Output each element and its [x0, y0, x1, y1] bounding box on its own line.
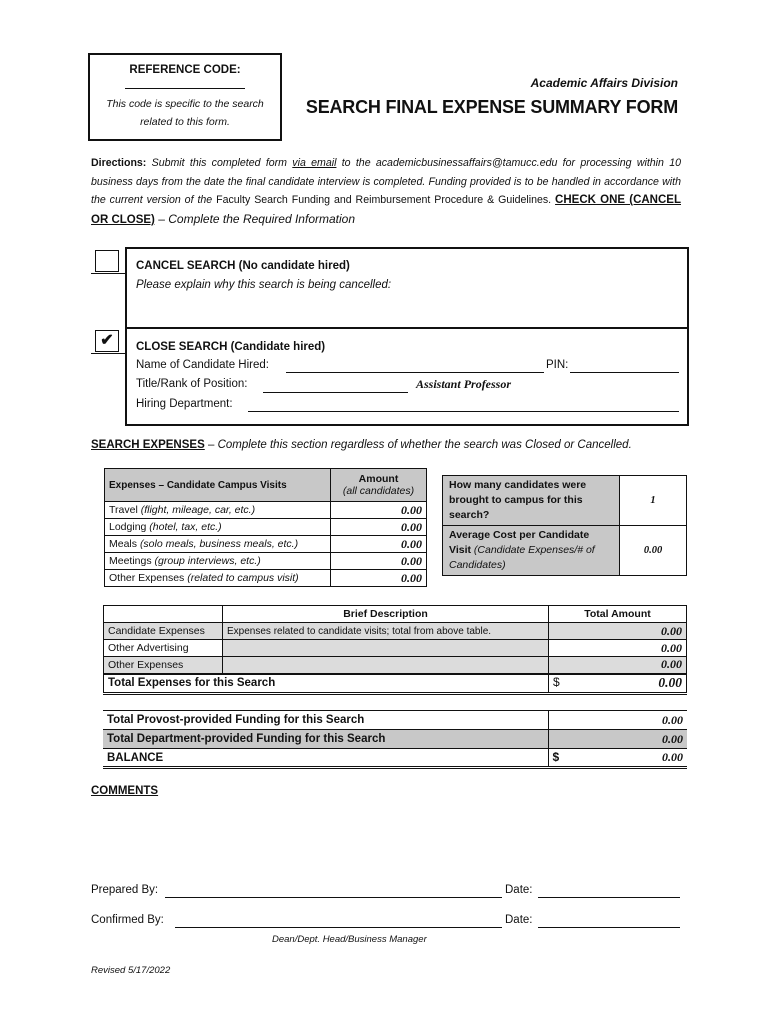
meetings-amount[interactable]: 0.00 [331, 553, 427, 570]
directions-dash: – [154, 211, 169, 226]
other-expenses-amount[interactable]: 0.00 [331, 570, 427, 587]
amount-header-line2: (all candidates) [342, 485, 415, 497]
check-one-instruction: CHECK ONE (CANCEL OR CLOSE) [91, 194, 681, 226]
cancel-reason-field[interactable] [136, 297, 684, 323]
meals-amount[interactable]: 0.00 [331, 536, 427, 553]
required-info-text: Complete the Required Information [168, 211, 356, 226]
division-name: Academic Affairs Division [530, 76, 678, 90]
confirmed-date-label: Date: [505, 914, 533, 926]
visits-col-header: Expenses – Candidate Campus Visits [105, 469, 331, 502]
hiring-department-field[interactable] [248, 400, 679, 412]
candidate-name-label: Name of Candidate Hired: [136, 359, 269, 371]
balance-value: 0.00 [662, 750, 683, 764]
prepared-date-field[interactable] [538, 886, 680, 898]
lodging-amount[interactable]: 0.00 [331, 519, 427, 536]
confirmed-by-label: Confirmed By: [91, 914, 164, 926]
summary-header-blank [104, 606, 223, 623]
pin-field[interactable] [570, 361, 679, 373]
reference-code-note [90, 95, 280, 131]
via-email-text: via email [292, 157, 337, 169]
table-row [104, 640, 687, 657]
row-label: Meetings [109, 555, 155, 567]
amount-col-header [331, 469, 427, 502]
position-title-value: Assistant Professor [416, 377, 512, 391]
row-detail: (hotel, tax, etc.) [149, 521, 222, 533]
avg-cost-label: Average Cost per Candidate Visit [449, 529, 590, 556]
reference-code-box [88, 53, 282, 141]
search-expenses-dash: – [204, 439, 218, 451]
hiring-department-label: Hiring Department: [136, 398, 233, 410]
candidates-table [442, 475, 687, 576]
directions-text-1: Submit this completed form [146, 157, 293, 169]
table-row [104, 657, 687, 674]
department-funding-label: Total Department-provided Funding for this Search [103, 730, 548, 749]
status-divider [125, 327, 689, 329]
cancel-checkbox-underline [91, 273, 125, 274]
pin-label: PIN: [546, 359, 569, 371]
form-title: SEARCH FINAL EXPENSE SUMMARY FORM [305, 97, 678, 117]
directions-procedure-ref: Faculty Search Funding and Reimbursement Procedure & Guidelines. [216, 194, 556, 206]
funding-table [103, 710, 687, 769]
table-row [105, 519, 427, 536]
currency-symbol: $ [553, 675, 560, 690]
row-label: Candidate Expenses [104, 623, 223, 640]
confirmed-by-caption: Dean/Dept. Head/Business Manager [272, 934, 427, 945]
row-description[interactable]: Expenses related to candidate visits; total from above table. [223, 623, 549, 640]
directions-paragraph [91, 154, 681, 229]
travel-amount[interactable]: 0.00 [331, 502, 427, 519]
search-expenses-instruction: Complete this section regardless of whether the search was Closed or Cancelled. [217, 439, 632, 451]
expense-summary-table [103, 605, 687, 695]
cancel-search-checkbox[interactable] [95, 250, 119, 272]
row-label: Meals [109, 538, 140, 550]
avg-cost-detail: (Candidate Expenses/# of Candidates) [449, 544, 595, 571]
position-title-field[interactable] [263, 381, 408, 393]
close-checkbox-underline [91, 353, 125, 354]
other-advertising-total[interactable]: 0.00 [549, 640, 687, 657]
provost-funding-label: Total Provost-provided Funding for this Search [103, 711, 548, 730]
revised-date: Revised 5/17/2022 [91, 965, 171, 976]
reference-note-line1: This code is specific to the search [106, 98, 264, 110]
table-row [105, 553, 427, 570]
avg-cost-value[interactable]: 0.00 [620, 526, 687, 576]
total-expenses-value: 0.00 [658, 675, 682, 691]
row-label: Other Expenses [104, 657, 223, 674]
brief-description-header: Brief Description [223, 606, 549, 623]
close-search-checkbox[interactable]: ✔ [95, 330, 119, 352]
row-label: Other Expenses [109, 572, 188, 584]
candidate-expenses-total[interactable]: 0.00 [549, 623, 687, 640]
confirmed-by-field[interactable] [175, 916, 502, 928]
balance-cell [548, 749, 687, 768]
provost-funding-value[interactable]: 0.00 [662, 712, 683, 727]
directions-lead: Directions: [91, 157, 147, 169]
table-row [105, 502, 427, 519]
department-funding-value[interactable]: 0.00 [662, 731, 683, 746]
row-detail: (solo meals, business meals, etc.) [139, 538, 299, 550]
prepared-by-label: Prepared By: [91, 884, 159, 896]
row-detail: (related to campus visit) [187, 572, 299, 584]
directions-text-2: to the academicbusinessaffairs@tamucc.edu for processing within 10 business days from the date the final candidate interview is completed. Funding provided is to be handled in accordance with the current version of the [91, 157, 681, 206]
avg-cost-question [443, 526, 620, 576]
candidates-count-value[interactable]: 1 [620, 476, 687, 526]
close-search-title: CLOSE SEARCH (Candidate hired) [136, 341, 326, 353]
cancel-reason-prompt: Please explain why this search is being cancelled: [136, 279, 392, 291]
reference-code-title: REFERENCE CODE: [129, 64, 241, 76]
row-detail: (flight, mileage, car, etc.) [140, 504, 256, 516]
total-expenses-label: Total Expenses for this Search [104, 674, 549, 694]
row-label: Travel [109, 504, 141, 516]
position-title-label: Title/Rank of Position: [136, 378, 248, 390]
search-expenses-title: SEARCH EXPENSES [91, 439, 205, 451]
reference-note-line2: related to this form. [140, 116, 230, 128]
amount-header-line1: Amount [358, 473, 399, 485]
total-expenses-cell [549, 674, 687, 694]
row-detail: (group interviews, etc.) [154, 555, 261, 567]
row-label: Other Advertising [104, 640, 223, 657]
campus-visits-table [104, 468, 427, 587]
total-amount-header: Total Amount [549, 606, 687, 623]
cancel-search-title: CANCEL SEARCH (No candidate hired) [136, 260, 350, 272]
balance-label: BALANCE [103, 749, 548, 768]
table-row [105, 570, 427, 587]
prepared-by-field[interactable] [165, 886, 502, 898]
table-row [104, 623, 687, 640]
reference-code-field[interactable] [125, 88, 245, 89]
prepared-date-label: Date: [505, 884, 533, 896]
row-description[interactable] [223, 657, 549, 674]
table-row [105, 536, 427, 553]
confirmed-date-field[interactable] [538, 916, 680, 928]
row-label: Lodging [109, 521, 150, 533]
comments-field[interactable] [91, 805, 681, 875]
comments-heading: COMMENTS [91, 785, 159, 797]
other-expenses-total[interactable]: 0.00 [549, 657, 687, 674]
search-expenses-heading [91, 439, 632, 451]
candidates-count-question: How many candidates were brought to campus for this search? [443, 476, 620, 526]
candidate-name-field[interactable] [286, 361, 544, 373]
row-description[interactable] [223, 640, 549, 657]
balance-currency: $ [552, 750, 560, 764]
